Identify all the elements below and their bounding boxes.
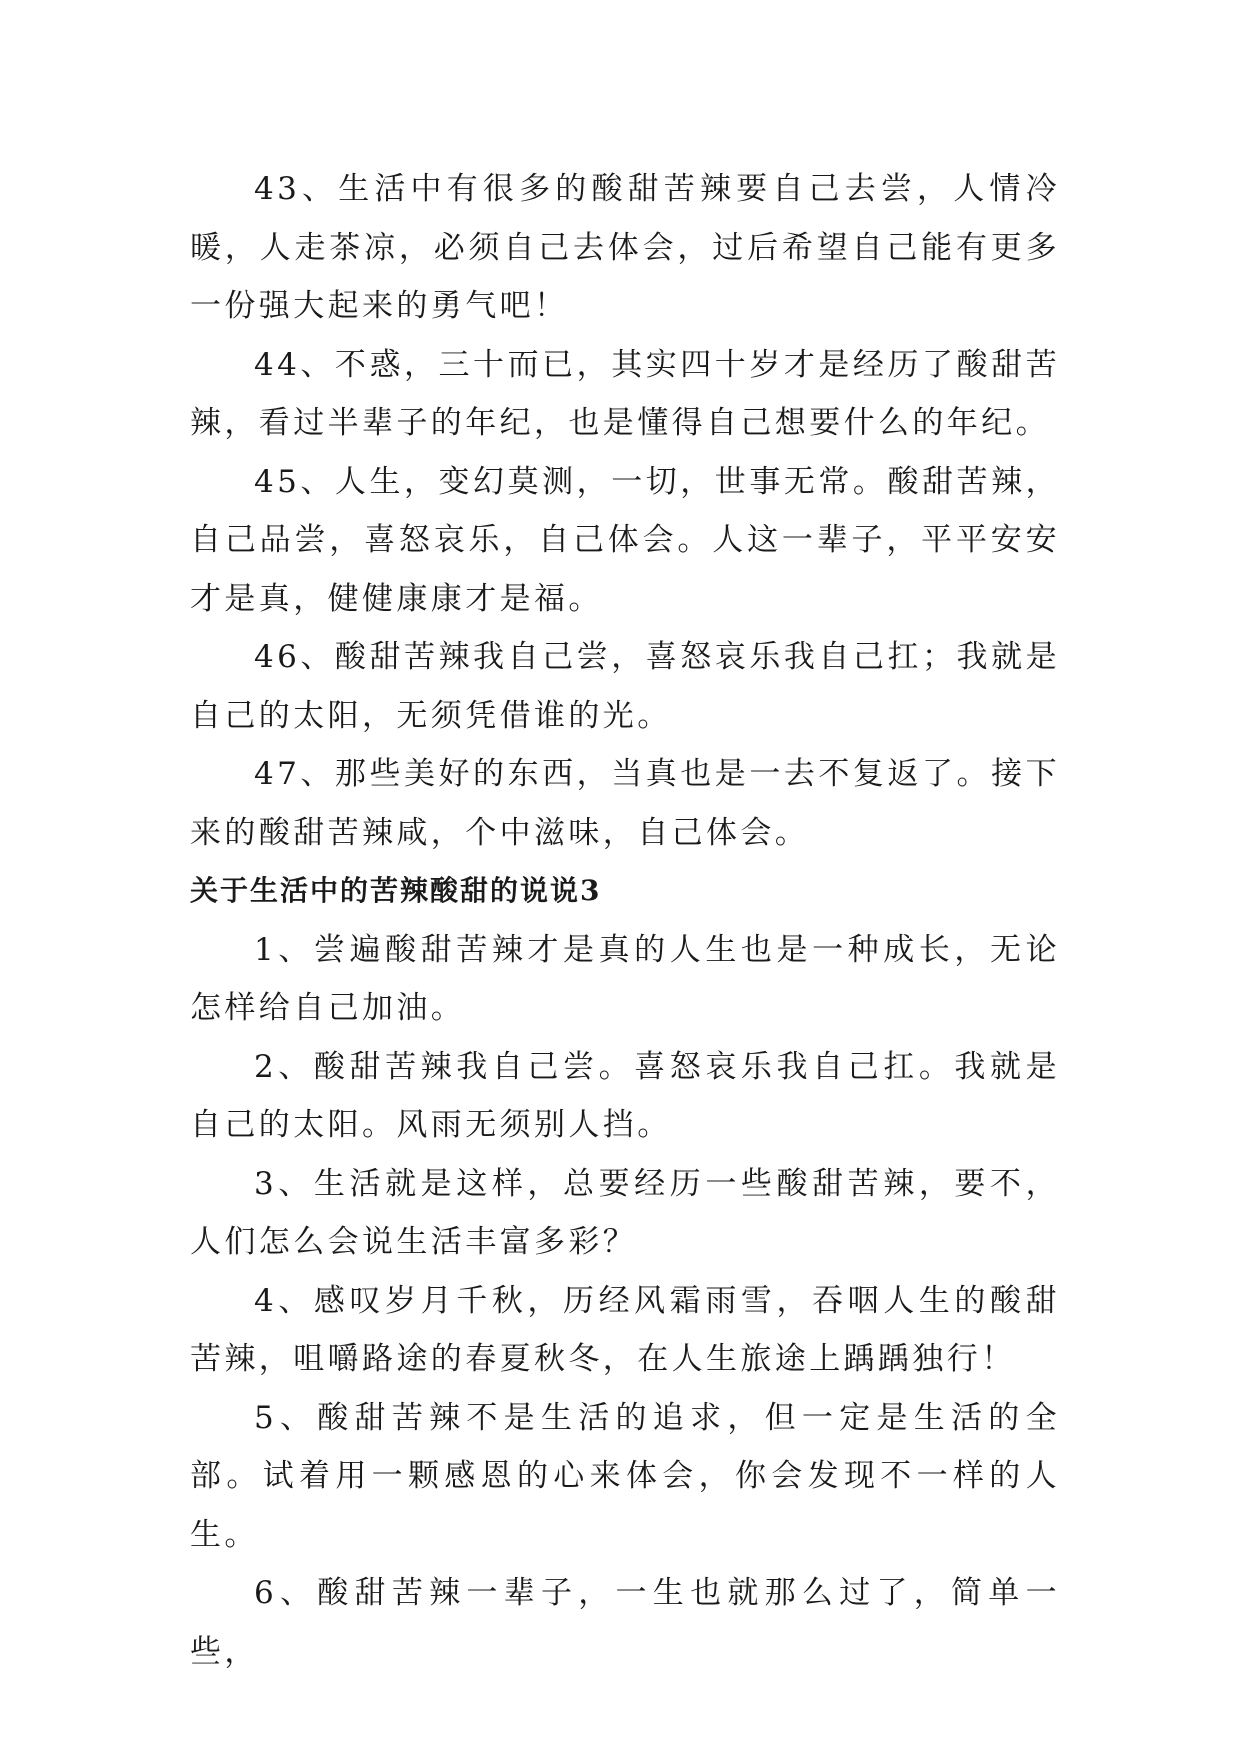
paragraph-6: 6、酸甜苦辣一辈子，一生也就那么过了，简单一些， (190, 1575, 1060, 1670)
section-title: 关于生活中的苦辣酸甜的说说3 (190, 874, 602, 907)
paragraph-4: 4、感叹岁月千秋，历经风霜雨雪，吞咽人生的酸甜苦辣，咀嚼路途的春夏秋冬，在人生旅途上踽踽独行！ (190, 1282, 1060, 1377)
paragraph-5: 5、酸甜苦辣不是生活的追求，但一定是生活的全部。试着用一颗感恩的心来体会，你会发现不一样的人生。 (190, 1399, 1060, 1553)
paragraph-1: 1、尝遍酸甜苦辣才是真的人生也是一种成长，无论怎样给自己加油。 (190, 931, 1060, 1026)
paragraph-3: 3、生活就是这样，总要经历一些酸甜苦辣，要不，人们怎么会说生活丰富多彩？ (190, 1165, 1060, 1260)
paragraph-44: 44、不惑，三十而已，其实四十岁才是经历了酸甜苦辣，看过半辈子的年纪，也是懂得自己想要什么的年纪。 (190, 346, 1060, 441)
paragraph-45: 45、人生，变幻莫测，一切，世事无常。酸甜苦辣，自己品尝，喜怒哀乐，自己体会。人这一辈子，平平安安才是真，健健康康才是福。 (190, 463, 1060, 617)
paragraph-47: 47、那些美好的东西，当真也是一去不复返了。接下来的酸甜苦辣咸，个中滋味，自己体会。 (190, 756, 1060, 851)
paragraph-46: 46、酸甜苦辣我自己尝，喜怒哀乐我自己扛；我就是自己的太阳，无须凭借谁的光。 (190, 639, 1060, 734)
document-body (190, 160, 1060, 1681)
paragraph-2: 2、酸甜苦辣我自己尝。喜怒哀乐我自己扛。我就是自己的太阳。风雨无须别人挡。 (190, 1048, 1060, 1143)
paragraph-43: 43、生活中有很多的酸甜苦辣要自己去尝，人情冷暖，人走茶凉，必须自己去体会，过后希望自己能有更多一份强大起来的勇气吧！ (190, 171, 1060, 324)
